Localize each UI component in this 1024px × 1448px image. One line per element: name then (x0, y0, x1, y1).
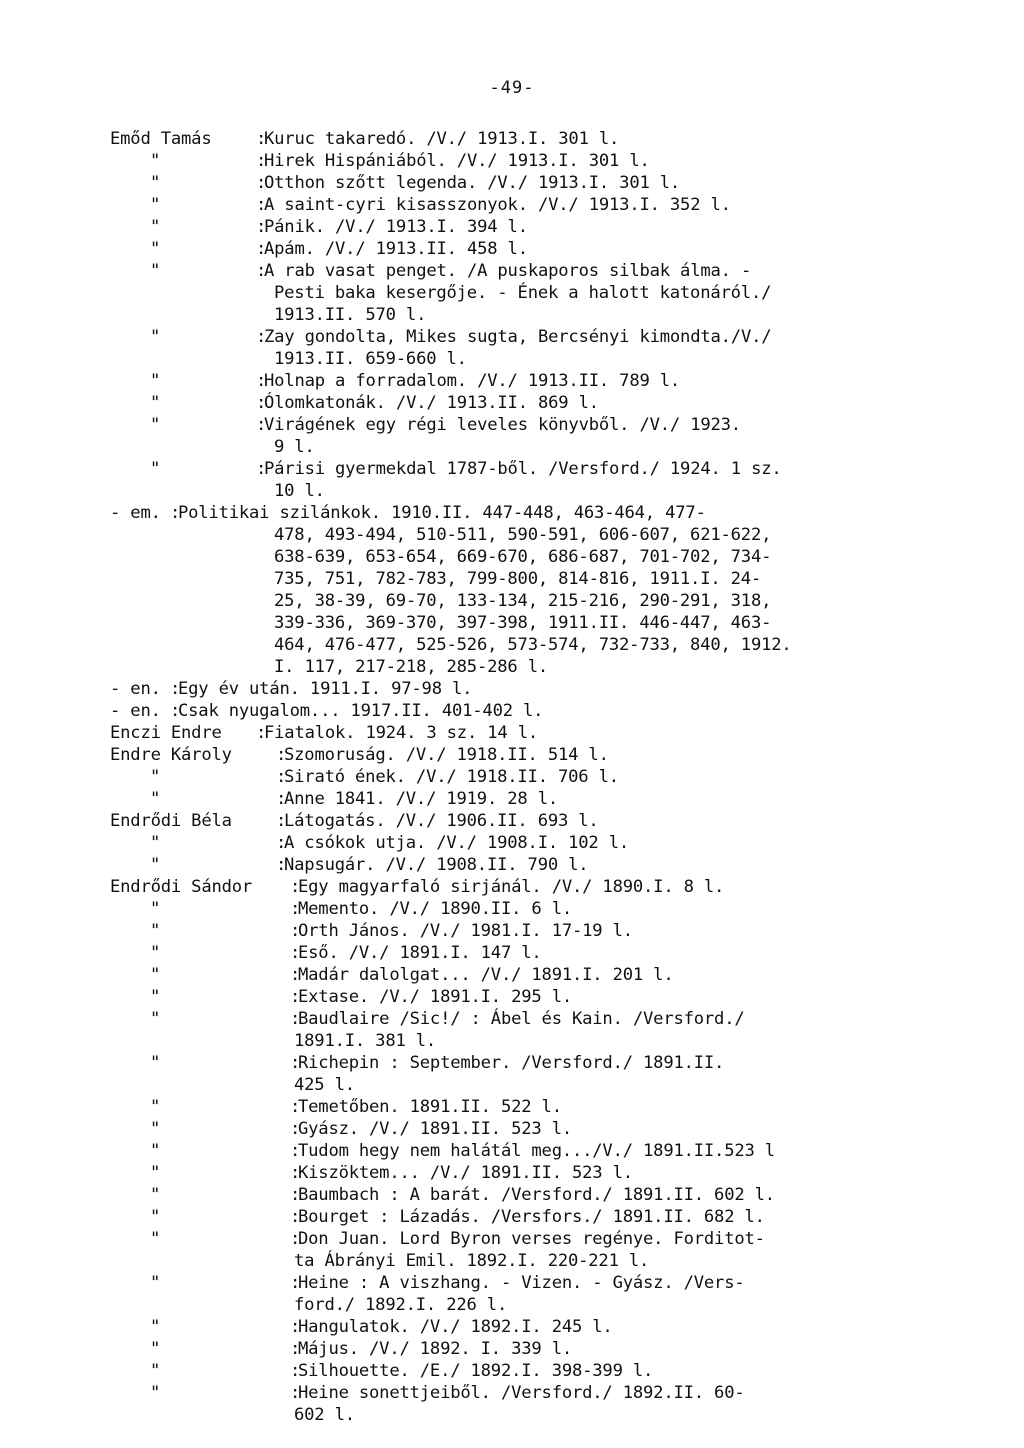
entry-text (256, 216, 528, 238)
bibliography-entry (110, 348, 1000, 370)
author-name: Emőd Tamás (110, 129, 212, 149)
separator-colon: : (276, 745, 287, 765)
separator-colon: : (290, 965, 301, 985)
separator-colon: : (170, 701, 181, 721)
bibliography-entry (110, 1052, 1000, 1074)
work-citation: 602 l. (294, 1405, 355, 1425)
work-citation: Kuruc takaredó. /V./ 1913.I. 301 l. (264, 129, 620, 149)
work-citation: 10 l. (274, 481, 325, 501)
separator-colon: : (290, 1163, 301, 1183)
author-name: " (150, 327, 161, 347)
author-name: " (150, 987, 161, 1007)
bibliography-entry (110, 1404, 1000, 1426)
bibliography-entry (110, 370, 1000, 392)
bibliography-entry (110, 326, 1000, 348)
work-citation: Apám. /V./ 1913.II. 458 l. (264, 239, 528, 259)
entry-text (290, 1118, 572, 1140)
work-citation: A saint-cyri kisasszonyok. /V./ 1913.I. 352 l. (264, 195, 731, 215)
entry-text (276, 744, 609, 766)
work-citation: Egy magyarfaló sirjánál. /V./ 1890.I. 8 l. (298, 877, 725, 897)
separator-colon: : (170, 679, 181, 699)
work-citation: ta Ábrányi Emil. 1892.I. 220-221 l. (294, 1251, 650, 1271)
bibliography-entry (110, 1118, 1000, 1140)
bibliography-entry (110, 1228, 1000, 1250)
entry-text (256, 128, 619, 150)
work-citation: 1913.II. 659-660 l. (274, 349, 467, 369)
bibliography-entry (110, 898, 1000, 920)
bibliography-entry (110, 392, 1000, 414)
author-name: " (150, 1053, 161, 1073)
bibliography-entry (110, 1294, 1000, 1316)
entry-text (256, 546, 771, 568)
work-citation: Otthon szőtt legenda. /V./ 1913.I. 301 l. (264, 173, 681, 193)
entry-text (256, 194, 731, 216)
separator-colon: : (256, 415, 267, 435)
separator-colon: : (256, 129, 267, 149)
bibliography-list (110, 128, 1000, 1426)
work-citation: Szomoruság. /V./ 1918.II. 514 l. (284, 745, 609, 765)
bibliography-entry (110, 1184, 1000, 1206)
separator-colon: : (290, 1185, 301, 1205)
author-name: " (150, 459, 161, 479)
entry-text (256, 612, 771, 634)
entry-text (276, 1250, 649, 1272)
work-citation: Bourget : Lázadás. /Versfors./ 1891.II. 682 l. (298, 1207, 765, 1227)
author-name: " (150, 1163, 161, 1183)
separator-colon: : (290, 921, 301, 941)
author-name: " (150, 965, 161, 985)
work-citation: Richepin : September. /Versford./ 1891.II. (298, 1053, 725, 1073)
entry-text (256, 282, 771, 304)
bibliography-entry (110, 524, 1000, 546)
bibliography-entry (110, 920, 1000, 942)
author-name: " (150, 1383, 161, 1403)
entry-text (290, 1382, 745, 1404)
separator-colon: : (276, 855, 287, 875)
entry-text (290, 1140, 775, 1162)
work-citation: 25, 38-39, 69-70, 133-134, 215-216, 290-291, 318, (274, 591, 772, 611)
bibliography-entry (110, 546, 1000, 568)
separator-colon: : (276, 811, 287, 831)
work-citation: Don Juan. Lord Byron verses regénye. Forditot- (298, 1229, 765, 1249)
entry-text (256, 414, 741, 436)
bibliography-entry (110, 810, 1000, 832)
entry-text (256, 370, 680, 392)
bibliography-entry (110, 1316, 1000, 1338)
entry-text (256, 150, 650, 172)
work-citation: Memento. /V./ 1890.II. 6 l. (298, 899, 572, 919)
author-name: " (150, 1185, 161, 1205)
author-name: " (150, 1119, 161, 1139)
entry-text (256, 392, 599, 414)
work-citation: Kiszöktem... /V./ 1891.II. 523 l. (298, 1163, 633, 1183)
author-name: - em. (110, 503, 161, 523)
author-name: " (150, 789, 161, 809)
author-name: " (150, 899, 161, 919)
entry-text (256, 524, 771, 546)
work-citation: Hangulatok. /V./ 1892.I. 245 l. (298, 1317, 613, 1337)
author-name: " (150, 371, 161, 391)
work-citation: Napsugár. /V./ 1908.II. 790 l. (284, 855, 589, 875)
author-name: " (150, 217, 161, 237)
author-name: Endre Károly (110, 745, 232, 765)
separator-colon: : (256, 261, 267, 281)
separator-colon: : (256, 239, 267, 259)
bibliography-entry (110, 172, 1000, 194)
entry-text (256, 348, 467, 370)
separator-colon: : (290, 1383, 301, 1403)
entry-text (256, 634, 792, 656)
bibliography-entry (110, 502, 1000, 524)
author-name: " (150, 767, 161, 787)
work-citation: Madár dalolgat... /V./ 1891.I. 201 l. (298, 965, 674, 985)
bibliography-entry (110, 1272, 1000, 1294)
work-citation: Heine sonettjeiből. /Versford./ 1892.II. 60- (298, 1383, 745, 1403)
separator-colon: : (290, 1053, 301, 1073)
bibliography-entry (110, 678, 1000, 700)
separator-colon: : (256, 195, 267, 215)
bibliography-entry (110, 876, 1000, 898)
work-citation: Tudom hegy nem halátál meg.../V./ 1891.II.523 l (298, 1141, 775, 1161)
work-citation: Gyász. /V./ 1891.II. 523 l. (298, 1119, 572, 1139)
entry-text (290, 920, 633, 942)
author-name: " (150, 1009, 161, 1029)
author-name: Enczi Endre (110, 723, 222, 743)
separator-colon: : (256, 723, 267, 743)
author-name: " (150, 1339, 161, 1359)
separator-colon: : (256, 173, 267, 193)
separator-colon: : (170, 503, 181, 523)
entry-text (256, 656, 548, 678)
bibliography-entry (110, 766, 1000, 788)
work-citation: Extase. /V./ 1891.I. 295 l. (298, 987, 572, 1007)
author-name: " (150, 921, 161, 941)
bibliography-entry (110, 656, 1000, 678)
separator-colon: : (276, 789, 287, 809)
entry-text (256, 326, 771, 348)
bibliography-entry (110, 832, 1000, 854)
entry-text (290, 964, 673, 986)
bibliography-entry (110, 788, 1000, 810)
separator-colon: : (276, 833, 287, 853)
separator-colon: : (290, 1339, 301, 1359)
work-citation: Pánik. /V./ 1913.I. 394 l. (264, 217, 528, 237)
entry-text (290, 1096, 562, 1118)
entry-text (290, 876, 724, 898)
work-citation: I. 117, 217-218, 285-286 l. (274, 657, 548, 677)
separator-colon: : (290, 1317, 301, 1337)
entry-text (276, 854, 588, 876)
author-name: " (150, 1097, 161, 1117)
bibliography-entry (110, 1206, 1000, 1228)
bibliography-entry (110, 1382, 1000, 1404)
separator-colon: : (256, 371, 267, 391)
work-citation: Fiatalok. 1924. 3 sz. 14 l. (264, 723, 538, 743)
work-citation: Látogatás. /V./ 1906.II. 693 l. (284, 811, 599, 831)
separator-colon: : (290, 877, 301, 897)
bibliography-entry (110, 612, 1000, 634)
bibliography-entry (110, 238, 1000, 260)
entry-text (290, 986, 572, 1008)
entry-text (290, 1184, 775, 1206)
separator-colon: : (290, 1097, 301, 1117)
entry-text (290, 1206, 765, 1228)
bibliography-entry (110, 1140, 1000, 1162)
entry-text (276, 1294, 507, 1316)
bibliography-entry (110, 414, 1000, 436)
entry-text (290, 1316, 613, 1338)
author-name: " (150, 195, 161, 215)
bibliography-entry (110, 700, 1000, 722)
author-name: - en. (110, 701, 161, 721)
entry-text (256, 260, 751, 282)
bibliography-entry (110, 590, 1000, 612)
bibliography-entry (110, 854, 1000, 876)
entry-text (276, 1074, 355, 1096)
author-name: " (150, 1273, 161, 1293)
work-citation: Pesti baka kesergője. - Ének a halott katonáról./ (274, 283, 772, 303)
author-name: " (150, 833, 161, 853)
author-name: " (150, 393, 161, 413)
entry-text (290, 1338, 572, 1360)
separator-colon: : (256, 151, 267, 171)
entry-text (256, 172, 680, 194)
bibliography-entry (110, 216, 1000, 238)
work-citation: Párisi gyermekdal 1787-ből. /Versford./ 1924. 1 sz. (264, 459, 782, 479)
bibliography-entry (110, 1162, 1000, 1184)
bibliography-entry (110, 1074, 1000, 1096)
author-name: - en. (110, 679, 161, 699)
bibliography-entry (110, 260, 1000, 282)
entry-text (276, 766, 619, 788)
bibliography-entry (110, 744, 1000, 766)
entry-text (290, 1272, 745, 1294)
work-citation: Politikai szilánkok. 1910.II. 447-448, 463-464, 477- (178, 503, 706, 523)
work-citation: Silhouette. /E./ 1892.I. 398-399 l. (298, 1361, 654, 1381)
work-citation: Heine : A viszhang. - Vizen. - Gyász. /Vers- (298, 1273, 745, 1293)
author-name: " (150, 239, 161, 259)
entry-text (256, 722, 538, 744)
separator-colon: : (256, 327, 267, 347)
work-citation: 1913.II. 570 l. (274, 305, 427, 325)
entry-text (170, 678, 472, 700)
separator-colon: : (290, 1361, 301, 1381)
entry-text (170, 700, 543, 722)
work-citation: Hirek Hispániából. /V./ 1913.I. 301 l. (264, 151, 650, 171)
author-name: " (150, 1229, 161, 1249)
separator-colon: : (290, 1229, 301, 1249)
bibliography-entry (110, 128, 1000, 150)
entry-text (290, 942, 542, 964)
entry-text (256, 304, 426, 326)
separator-colon: : (290, 987, 301, 1007)
bibliography-entry (110, 964, 1000, 986)
work-citation: 1891.I. 381 l. (294, 1031, 437, 1051)
work-citation: 464, 476-477, 525-526, 573-574, 732-733, 840, 1912. (274, 635, 792, 655)
author-name: " (150, 1317, 161, 1337)
separator-colon: : (290, 1119, 301, 1139)
entry-text (276, 832, 629, 854)
work-citation: A rab vasat penget. /A puskaporos silbak álma. - (264, 261, 752, 281)
author-name: " (150, 943, 161, 963)
work-citation: A csókok utja. /V./ 1908.I. 102 l. (284, 833, 630, 853)
entry-text (256, 436, 315, 458)
author-name: " (150, 1141, 161, 1161)
work-citation: 9 l. (274, 437, 315, 457)
separator-colon: : (290, 1009, 301, 1029)
work-citation: Baumbach : A barát. /Versford./ 1891.II. 602 l. (298, 1185, 775, 1205)
work-citation: Zay gondolta, Mikes sugta, Bercsényi kimondta./V./ (264, 327, 772, 347)
bibliography-entry (110, 634, 1000, 656)
entry-text (276, 810, 599, 832)
bibliography-entry (110, 480, 1000, 502)
bibliography-entry (110, 194, 1000, 216)
author-name: " (150, 855, 161, 875)
entry-text (276, 1404, 355, 1426)
author-name: " (150, 415, 161, 435)
entry-text (256, 458, 782, 480)
entry-text (290, 1228, 765, 1250)
entry-text (290, 1162, 633, 1184)
bibliography-entry (110, 150, 1000, 172)
bibliography-entry (110, 942, 1000, 964)
separator-colon: : (290, 943, 301, 963)
entry-text (290, 1008, 745, 1030)
entry-text (256, 568, 761, 590)
bibliography-entry (110, 986, 1000, 1008)
work-citation: 638-639, 653-654, 669-670, 686-687, 701-702, 734- (274, 547, 772, 567)
separator-colon: : (256, 393, 267, 413)
bibliography-entry (110, 1360, 1000, 1382)
separator-colon: : (290, 1273, 301, 1293)
author-name: Endrődi Béla (110, 811, 232, 831)
bibliography-entry (110, 1030, 1000, 1052)
entry-text (256, 590, 771, 612)
entry-text (290, 1360, 653, 1382)
entry-text (256, 238, 528, 260)
author-name: " (150, 261, 161, 281)
work-citation: Anne 1841. /V./ 1919. 28 l. (284, 789, 558, 809)
page-number: -49- (489, 78, 535, 98)
work-citation: Holnap a forradalom. /V./ 1913.II. 789 l. (264, 371, 681, 391)
bibliography-entry (110, 1096, 1000, 1118)
separator-colon: : (256, 459, 267, 479)
bibliography-entry (110, 568, 1000, 590)
work-citation: 735, 751, 782-783, 799-800, 814-816, 1911.I. 24- (274, 569, 762, 589)
separator-colon: : (290, 1141, 301, 1161)
author-name: " (150, 151, 161, 171)
work-citation: Virágének egy régi leveles könyvből. /V./ 1923. (264, 415, 741, 435)
author-name: " (150, 1361, 161, 1381)
author-name: " (150, 173, 161, 193)
bibliography-entry (110, 304, 1000, 326)
bibliography-entry (110, 436, 1000, 458)
work-citation: Egy év után. 1911.I. 97-98 l. (178, 679, 473, 699)
work-citation: Baudlaire /Sic!/ : Ábel és Kain. /Versford./ (298, 1009, 745, 1029)
separator-colon: : (276, 767, 287, 787)
author-name: " (150, 1207, 161, 1227)
bibliography-entry (110, 458, 1000, 480)
work-citation: Eső. /V./ 1891.I. 147 l. (298, 943, 542, 963)
work-citation: 478, 493-494, 510-511, 590-591, 606-607, 621-622, (274, 525, 772, 545)
bibliography-entry (110, 282, 1000, 304)
entry-text (276, 1030, 436, 1052)
work-citation: 339-336, 369-370, 397-398, 1911.II. 446-447, 463- (274, 613, 772, 633)
bibliography-entry (110, 722, 1000, 744)
bibliography-entry (110, 1250, 1000, 1272)
entry-text (290, 898, 572, 920)
entry-text (276, 788, 558, 810)
separator-colon: : (290, 899, 301, 919)
separator-colon: : (256, 217, 267, 237)
entry-text (170, 502, 706, 524)
entry-text (256, 480, 325, 502)
work-citation: Sirató ének. /V./ 1918.II. 706 l. (284, 767, 619, 787)
work-citation: 425 l. (294, 1075, 355, 1095)
work-citation: Május. /V./ 1892. I. 339 l. (298, 1339, 572, 1359)
entry-text (290, 1052, 724, 1074)
bibliography-entry (110, 1008, 1000, 1030)
work-citation: Csak nyugalom... 1917.II. 401-402 l. (178, 701, 544, 721)
work-citation: Orth János. /V./ 1981.I. 17-19 l. (298, 921, 633, 941)
bibliography-entry (110, 1338, 1000, 1360)
work-citation: Temetőben. 1891.II. 522 l. (298, 1097, 562, 1117)
work-citation: Ólomkatonák. /V./ 1913.II. 869 l. (264, 393, 599, 413)
separator-colon: : (290, 1207, 301, 1227)
work-citation: ford./ 1892.I. 226 l. (294, 1295, 508, 1315)
author-name: Endrődi Sándor (110, 877, 253, 897)
